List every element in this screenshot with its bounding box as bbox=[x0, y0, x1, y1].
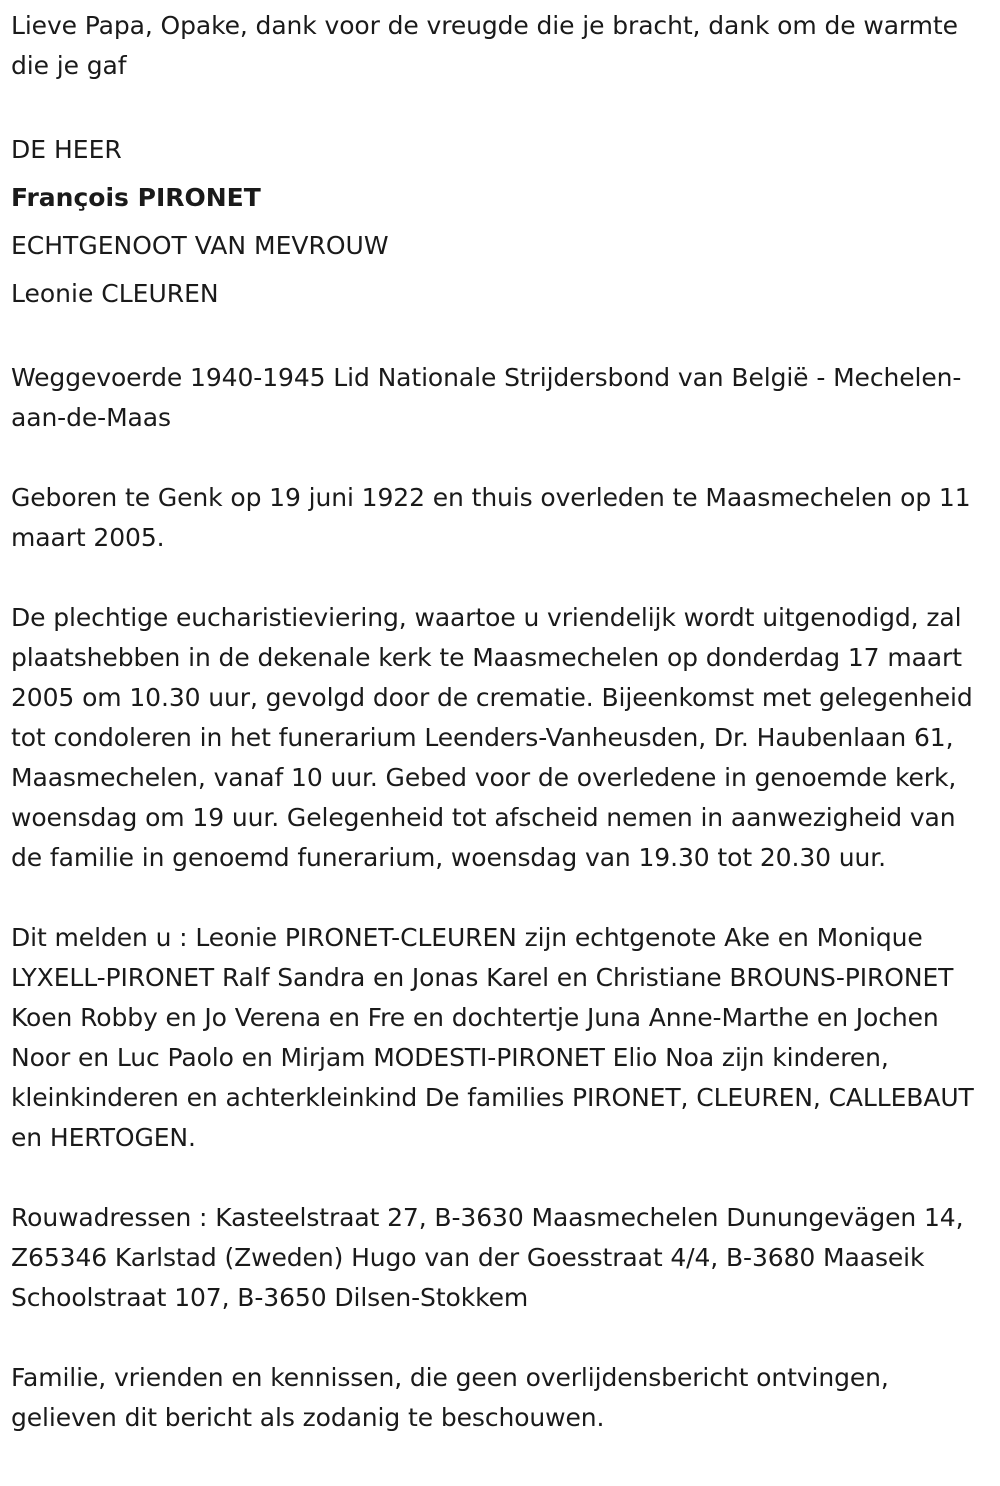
spacer bbox=[11, 558, 989, 598]
ceremony-paragraph: De plechtige eucharistieviering, waartoe u vriendelijk wordt uitgenodigd, zal plaatshebben in de dekenale kerk te Maasmechelen op donderdag 17 maart 2005 om 10.30 uur, gevolgd door de crematie. Bijeenkomst met gelegenheid tot condoleren in het funerarium Leenders-Vanheusden, Dr. Haubenlaan 61, Maasmechelen, vanaf 10 uur. Gebed voor de overledene in genoemde kerk, woensdag om 19 uur. Gelegenheid tot afscheid nemen in aanwezigheid van de familie in genoemd funerarium, woensdag van 19.30 tot 20.30 uur. bbox=[11, 603, 973, 872]
spacer bbox=[11, 878, 989, 918]
birth-death-paragraph: Geboren te Genk op 19 juni 1922 en thuis overleden te Maasmechelen op 11 maart 2005. bbox=[11, 483, 971, 552]
deceased-name: François PIRONET bbox=[11, 183, 261, 212]
spacer bbox=[11, 438, 989, 478]
affiliation-paragraph: Weggevoerde 1940-1945 Lid Nationale Strijdersbond van België - Mechelen-aan-de-Maas bbox=[11, 363, 962, 432]
honorific-title: DE HEER bbox=[11, 135, 122, 164]
spacer bbox=[11, 1158, 989, 1198]
spacer bbox=[11, 1318, 989, 1358]
spacer bbox=[11, 86, 989, 126]
announcement-paragraph: Dit melden u : Leonie PIRONET-CLEUREN zijn echtgenote Ake en Monique LYXELL-PIRONET Ralf Sandra en Jonas Karel en Christiane BROUNS-PIRONET Koen Robby en Jo Verena en Fre en dochtertje Juna Anne-Marthe en Jochen Noor en Luc Paolo en Mirjam MODESTI-PIRONET Elio Noa zijn kinderen, kleinkinderen en achterkleinkind De families PIRONET, CLEUREN, CALLEBAUT en HERTOGEN. bbox=[11, 923, 974, 1152]
spouse-label: ECHTGENOOT VAN MEVROUW bbox=[11, 231, 389, 260]
addresses-paragraph: Rouwadressen : Kasteelstraat 27, B-3630 Maasmechelen Dunungevägen 14, Z65346 Karlstad (Zweden) Hugo van der Goesstraat 4/4, B-3680 Maaseik Schoolstraat 107, B-3650 Dilsen-Stokkem bbox=[11, 1203, 964, 1312]
closing-paragraph: Familie, vrienden en kennissen, die geen overlijdensbericht ontvingen, gelieven dit bericht als zodanig te beschouwen. bbox=[11, 1363, 889, 1432]
opening-quote: Lieve Papa, Opake, dank voor de vreugde die je bracht, dank om de warmte die je gaf bbox=[11, 11, 958, 80]
spouse-name: Leonie CLEUREN bbox=[11, 279, 219, 308]
spacer bbox=[11, 318, 989, 358]
